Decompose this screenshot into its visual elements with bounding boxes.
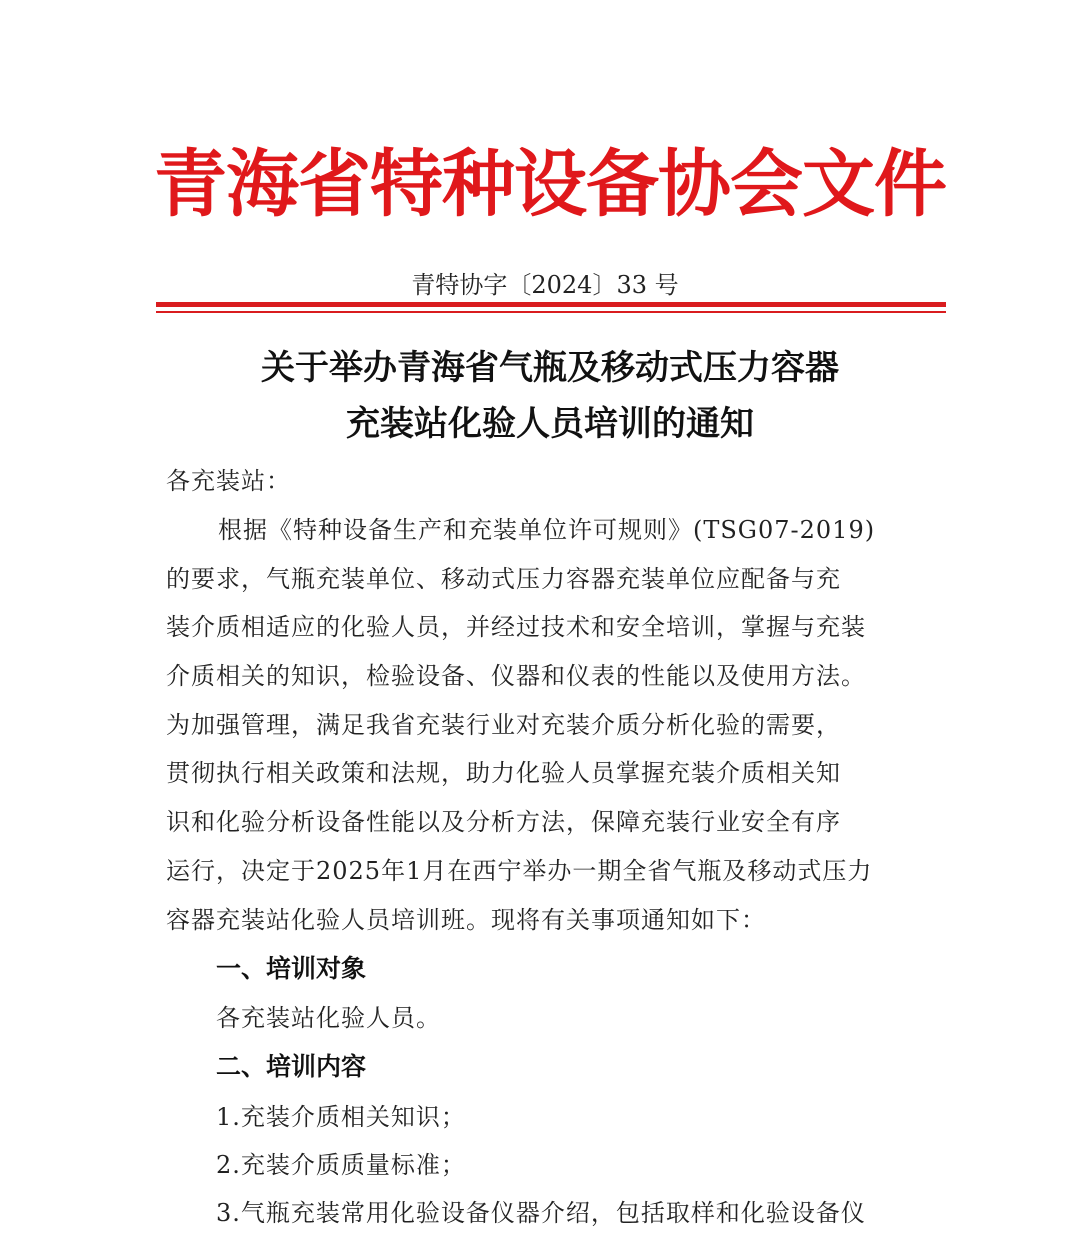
paragraph-line: 装介质相适应的化验人员，并经过技术和安全培训，掌握与充装	[166, 613, 866, 642]
section-2-item: 1.充装介质相关知识；	[216, 1103, 466, 1131]
paragraph-line: 的要求，气瓶充装单位、移动式压力容器充装单位应配备与充	[166, 564, 841, 593]
red-divider-thick	[156, 302, 946, 307]
paragraph-line: 运行，决定于2025年1月在西宁举办一期全省气瓶及移动式压力	[166, 856, 873, 885]
document-number: 青特协字〔2024〕33 号	[411, 271, 679, 299]
org-header-title: 青海省特种设备协会文件	[154, 142, 946, 227]
section-2-item: 3.气瓶充装常用化验设备仪器介绍，包括取样和化验设备仪	[216, 1199, 866, 1227]
paragraph-line: 识和化验分析设备性能以及分析方法，保障充装行业安全有序	[166, 808, 841, 837]
notice-title-line-2: 充装站化验人员培训的通知	[346, 404, 754, 444]
paragraph-line: 介质相关的知识，检验设备、仪器和仪表的性能以及使用方法。	[166, 662, 866, 691]
notice-title-line-1: 关于举办青海省气瓶及移动式压力容器	[261, 348, 839, 388]
salutation: 各充装站：	[166, 467, 291, 495]
paragraph-line: 贯彻执行相关政策和法规，助力化验人员掌握充装介质相关知	[166, 759, 841, 788]
section-1-heading: 一、培训对象	[216, 954, 367, 983]
intro-paragraph	[166, 506, 946, 944]
paragraph-line: 为加强管理，满足我省充装行业对充装介质分析化验的需要，	[166, 710, 841, 739]
section-2-item: 2.充装介质质量标准；	[216, 1151, 466, 1179]
section-2-heading: 二、培训内容	[216, 1052, 367, 1081]
section-1-text: 各充装站化验人员。	[216, 1004, 441, 1032]
red-divider-thin	[156, 311, 946, 313]
notice-title	[150, 340, 950, 452]
paragraph-line: 容器充装站化验人员培训班。现将有关事项通知如下：	[166, 905, 766, 934]
paragraph-line: 根据《特种设备生产和充装单位许可规则》(TSG07-2019)	[218, 516, 876, 544]
